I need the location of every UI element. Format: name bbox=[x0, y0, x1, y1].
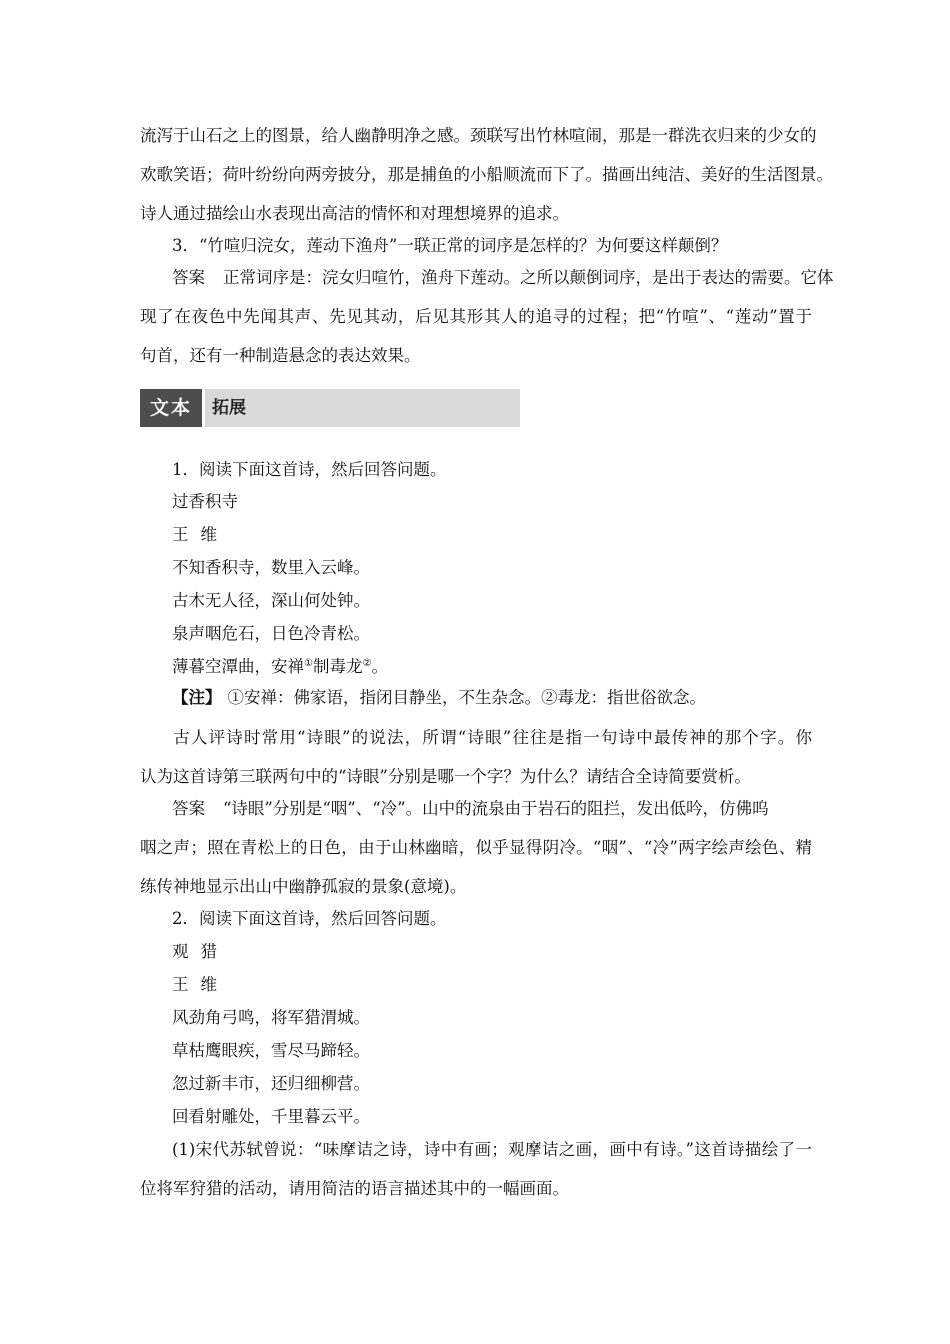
paragraph-line: 欢歌笑语；荷叶纷纷向两旁披分，那是捕鱼的小船顺流而下了。描画出纯洁、美好的生活图景。 bbox=[140, 165, 833, 184]
poem-verse bbox=[172, 656, 388, 678]
verse-text: 薄暮空潭曲，安禅 bbox=[172, 657, 304, 676]
answer-line: 咽之声；照在青松上的日色，由于山林幽暗，似乎显得阴冷。“咽”、“冷”两字绘声绘色、精 bbox=[140, 838, 812, 857]
section-banner bbox=[140, 389, 520, 427]
sub-question-line bbox=[140, 1139, 812, 1161]
poem-verse: 风劲角弓鸣，将军猎渭城。 bbox=[172, 1008, 370, 1027]
verse-text: 制毒龙 bbox=[312, 657, 363, 676]
answer-3-line bbox=[172, 267, 834, 289]
poem-title bbox=[172, 941, 217, 963]
verse-text: 。 bbox=[371, 657, 388, 676]
sub-question-line: 位将军狩猎的活动，请用简洁的语言描述其中的一幅画面。 bbox=[140, 1179, 569, 1198]
answer-3-line: 现了在夜色中先闻其声、先见其动，后见其形其人的追寻的过程；把“竹喧”、“莲动”置于 bbox=[140, 307, 812, 326]
answer-line: 练传神地显示出山中幽静孤寂的景象(意境)。 bbox=[140, 877, 467, 896]
answer-label: 答案 bbox=[172, 268, 205, 287]
author-char: 王 bbox=[172, 975, 189, 994]
question-text: 古人评诗时常用“诗眼”的说法，所谓“诗眼”往往是指一句诗中最传神的那个字。你 bbox=[172, 728, 812, 747]
poem-verse: 泉声咽危石，日色冷青松。 bbox=[172, 624, 370, 643]
title-char: 观 bbox=[172, 942, 189, 961]
section-banner-subtitle: 拓展 bbox=[212, 398, 246, 418]
exercise-2-prompt: 2．阅读下面这首诗，然后回答问题。 bbox=[172, 909, 447, 928]
paragraph-line: 流泻于山石之上的图景，给人幽静明净之感。颈联写出竹林喧闹，那是一群洗衣归来的少女的 bbox=[140, 126, 817, 145]
poem-author bbox=[172, 524, 217, 546]
question-line: 认为这首诗第三联两句中的“诗眼”分别是哪一个字？为什么？请结合全诗简要赏析。 bbox=[140, 767, 751, 786]
poem-verse: 古木无人径，深山何处钟。 bbox=[172, 591, 370, 610]
poem-title: 过香积寺 bbox=[172, 492, 238, 511]
answer-label: 答案 bbox=[172, 799, 205, 818]
author-char: 维 bbox=[200, 525, 217, 544]
answer-text: “诗眼”分别是“咽”、“冷”。山中的流泉由于岩石的阻拦，发出低吟，仿佛呜 bbox=[223, 799, 769, 818]
footnote bbox=[172, 687, 706, 709]
footnote-tag: 【注】 bbox=[172, 688, 222, 707]
title-char: 猎 bbox=[200, 942, 217, 961]
banner-divider bbox=[202, 389, 205, 427]
poem-verse: 草枯鹰眼疾，雪尽马蹄轻。 bbox=[172, 1041, 370, 1060]
poem-author bbox=[172, 974, 217, 996]
exercise-1-prompt: 1．阅读下面这首诗，然后回答问题。 bbox=[172, 460, 447, 479]
paragraph-line: 诗人通过描绘山水表现出高洁的情怀和对理想境界的追求。 bbox=[140, 204, 569, 223]
author-char: 维 bbox=[200, 975, 217, 994]
footnote-text: ①安禅：佛家语，指闭目静坐，不生杂念。②毒龙：指世俗欲念。 bbox=[227, 688, 706, 707]
answer-3-line: 句首，还有一种制造悬念的表达效果。 bbox=[140, 346, 421, 365]
footnote-marker: ① bbox=[304, 658, 313, 669]
sub-question-text: (1)宋代苏轼曾说：“味摩诘之诗，诗中有画；观摩诘之画，画中有诗。”这首诗描绘了一 bbox=[172, 1140, 812, 1159]
answer-line bbox=[172, 798, 769, 820]
section-banner-title: 文本 bbox=[140, 389, 202, 427]
author-char: 王 bbox=[172, 525, 189, 544]
poem-verse: 忽过新丰市，还归细柳营。 bbox=[172, 1074, 370, 1093]
question-line bbox=[140, 727, 812, 749]
poem-verse: 不知香积寺，数里入云峰。 bbox=[172, 558, 370, 577]
poem-verse: 回看射雕处，千里暮云平。 bbox=[172, 1107, 370, 1126]
answer-text: 正常词序是：浣女归喧竹，渔舟下莲动。之所以颠倒词序，是出于表达的需要。它体 bbox=[223, 268, 834, 287]
question-3: 3．“竹喧归浣女，莲动下渔舟”一联正常的词序是怎样的？为何要这样颠倒？ bbox=[172, 236, 728, 255]
footnote-marker: ② bbox=[362, 658, 372, 669]
